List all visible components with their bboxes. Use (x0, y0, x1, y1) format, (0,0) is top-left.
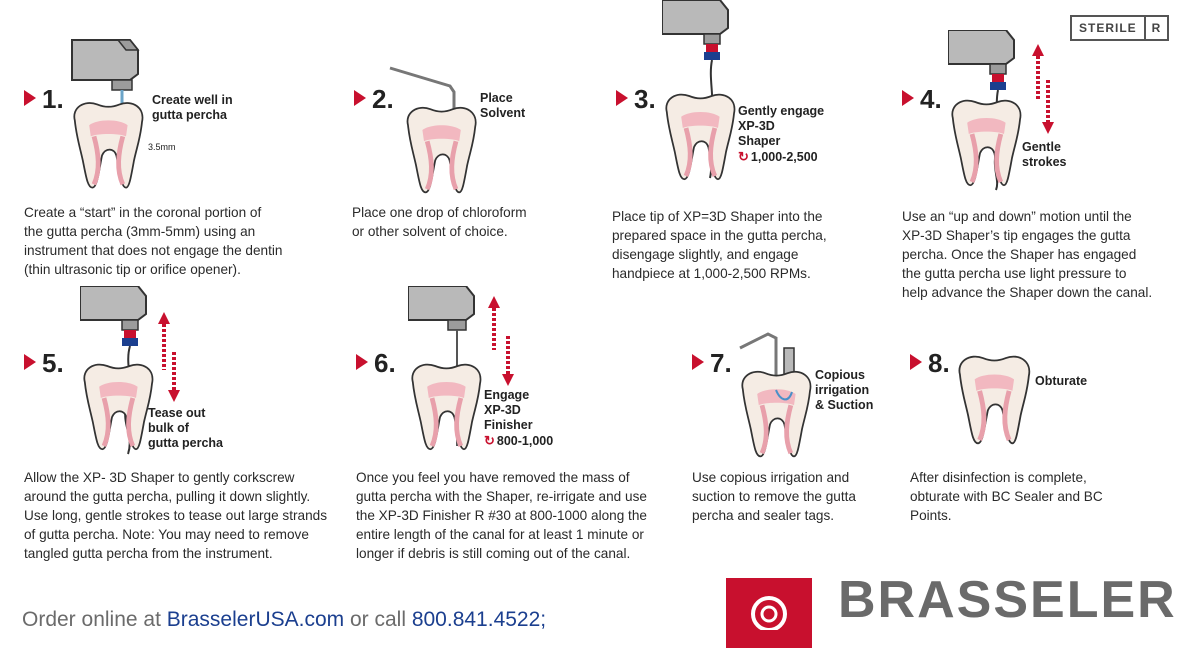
brasseler-logo-icon (726, 578, 812, 648)
pointer-arrow-icon (356, 354, 368, 370)
pointer-arrow-icon (910, 354, 922, 370)
pointer-arrow-icon (24, 90, 36, 106)
step-8-number: 8. (910, 348, 950, 379)
pointer-arrow-icon (616, 90, 628, 106)
step-1-illustration (70, 38, 150, 208)
sterile-label: STERILE (1079, 21, 1137, 35)
step-5-description: Allow the XP- 3D Shaper to gently corkscrew around the gutta percha, pulling it down slightly. Use long, gentle strokes to tease out large strands of gutta percha. Note: You may need to remove tangled gutta percha from the instrument. (24, 470, 328, 561)
step-8-description: After disinfection is complete, obturate with BC Sealer and BC Points. (910, 470, 1103, 523)
step-2-number: 2. (354, 84, 394, 115)
rotation-icon: ↻ (738, 149, 749, 164)
step-4-description: Use an “up and down” motion until the XP-3D Shaper’s tip engages the gutta percha. Once the Shaper has engaged the gutta percha use light pressure to help advance the Shaper down the canal. (902, 209, 1153, 300)
sterile-badge (1070, 15, 1169, 41)
step-1-number: 1. (24, 84, 64, 115)
brand-name: BRASSELER (838, 571, 1177, 629)
step-3-callout: Gently engage XP-3D Shaper ↻ 1,000-2,500 (738, 104, 825, 164)
step-1-description: Create a “start” in the coronal portion of the gutta percha (3mm-5mm) using an instrument that does not engage the dentin (thin ultrasonic tip or orifice opener). (24, 205, 283, 277)
pointer-arrow-icon (692, 354, 704, 370)
step-2-illustration (388, 62, 488, 202)
step-7-description: Use copious irrigation and suction to remove the gutta percha and sealer tags. (692, 470, 856, 523)
step-7-callout: Copious irrigation & Suction (815, 368, 874, 412)
pointer-arrow-icon (902, 90, 914, 106)
measure-label: 3.5mm (148, 142, 176, 152)
step-2-description: Place one drop of chloroform or other solvent of choice. (352, 205, 527, 239)
up-down-arrows-icon (488, 296, 514, 386)
step-8-callout: Obturate (1035, 374, 1088, 388)
step-6-callout: Engage XP-3D Finisher ↻ 800-1,000 (484, 388, 554, 448)
step-4-callout: Gentle strokes (1022, 140, 1067, 169)
step-4-illustration (948, 30, 1058, 210)
order-footer (22, 608, 546, 632)
up-down-arrows-icon (158, 312, 180, 402)
website-link[interactable]: BrasselerUSA.com (166, 608, 345, 631)
footer-mid: or call (344, 608, 412, 631)
step-8-illustration (955, 340, 1045, 470)
pointer-arrow-icon (354, 90, 366, 106)
sterile-r-label: R (1144, 17, 1168, 39)
step-3-number: 3. (616, 84, 656, 115)
step-1-callout: Create well in gutta percha (152, 93, 233, 122)
step-6-number: 6. (356, 348, 396, 379)
step-2-callout: Place Solvent (480, 91, 526, 120)
step-5-number: 5. (24, 348, 64, 379)
step-6-description: Once you feel you have removed the mass of gutta percha with the Shaper, re-irrigate and use the XP-3D Finisher R #30 at 800-1000 along the entire length of the canal for at least 1 minute or longer if debris is still coming out of the canal. (356, 470, 647, 561)
footer-prefix: Order online at (22, 608, 167, 631)
phone-link[interactable]: 800.841.4522; (411, 608, 547, 631)
step-7-number: 7. (692, 348, 732, 379)
step-4-number: 4. (902, 84, 942, 115)
step-5-callout: Tease out bulk of gutta percha (148, 406, 224, 450)
step-3-illustration (662, 0, 742, 210)
up-down-arrows-icon (1032, 44, 1054, 134)
rotation-icon: ↻ (484, 433, 495, 448)
step-3-description: Place tip of XP=3D Shaper into the prepared space in the gutta percha, disengage slightly, and engage handpiece at 1,000-2,500 RPMs. (612, 209, 827, 281)
pointer-arrow-icon (24, 354, 36, 370)
